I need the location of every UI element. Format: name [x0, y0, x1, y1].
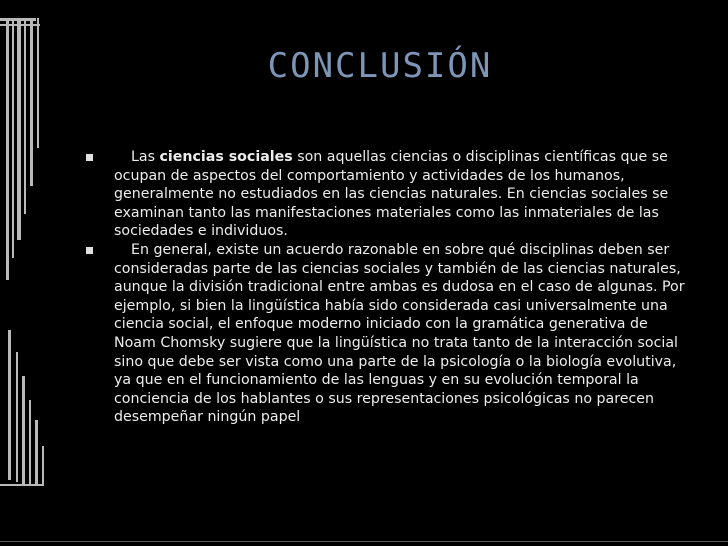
- bullet-text: [114, 148, 690, 241]
- square-bullet-icon: [86, 247, 93, 254]
- bottom-divider: [0, 541, 728, 542]
- bullet-text: En general, existe un acuerdo razonable en sobre qué disciplinas deben ser consideradas parte de las ciencias sociales y también de las ciencias naturales, aunque la división tradicional entre ambas es dudosa en el caso de algunas. Por ejemplo, si bien la lingüística había sido considerada casi universalmente una ciencia social, el enfoque moderno iniciado con la gramática generativa de Noam Chomsky sugiere que la lingüística no trata tanto de la interacción social sino que debe ser vista como una parte de la psicología o la biología evolutiva, ya que en el funcionamiento de las lenguas y en su evolución temporal la conciencia de los hablantes o sus representaciones psicológicas no parecen desempeñar ningún papel: [114, 241, 685, 426]
- bullet-text-bold: ciencias sociales: [159, 149, 293, 165]
- square-bullet-icon: [86, 154, 93, 161]
- bullet-item: [76, 241, 690, 427]
- bullet-text-post: son aquellas ciencias o disciplinas científicas que se ocupan de aspectos del comportamiento y actividades de los humanos, generalmente no estudiados en las ciencias naturales. En ciencias sociales se examinan tanto las manifestaciones materiales como las inmateriales de las sociedades e individuos.: [114, 149, 669, 240]
- bullet-item: [76, 148, 690, 241]
- slide-title: CONCLUSIÓN: [267, 46, 493, 86]
- slide-body: [76, 148, 690, 427]
- bullet-text-pre: Las: [131, 149, 160, 165]
